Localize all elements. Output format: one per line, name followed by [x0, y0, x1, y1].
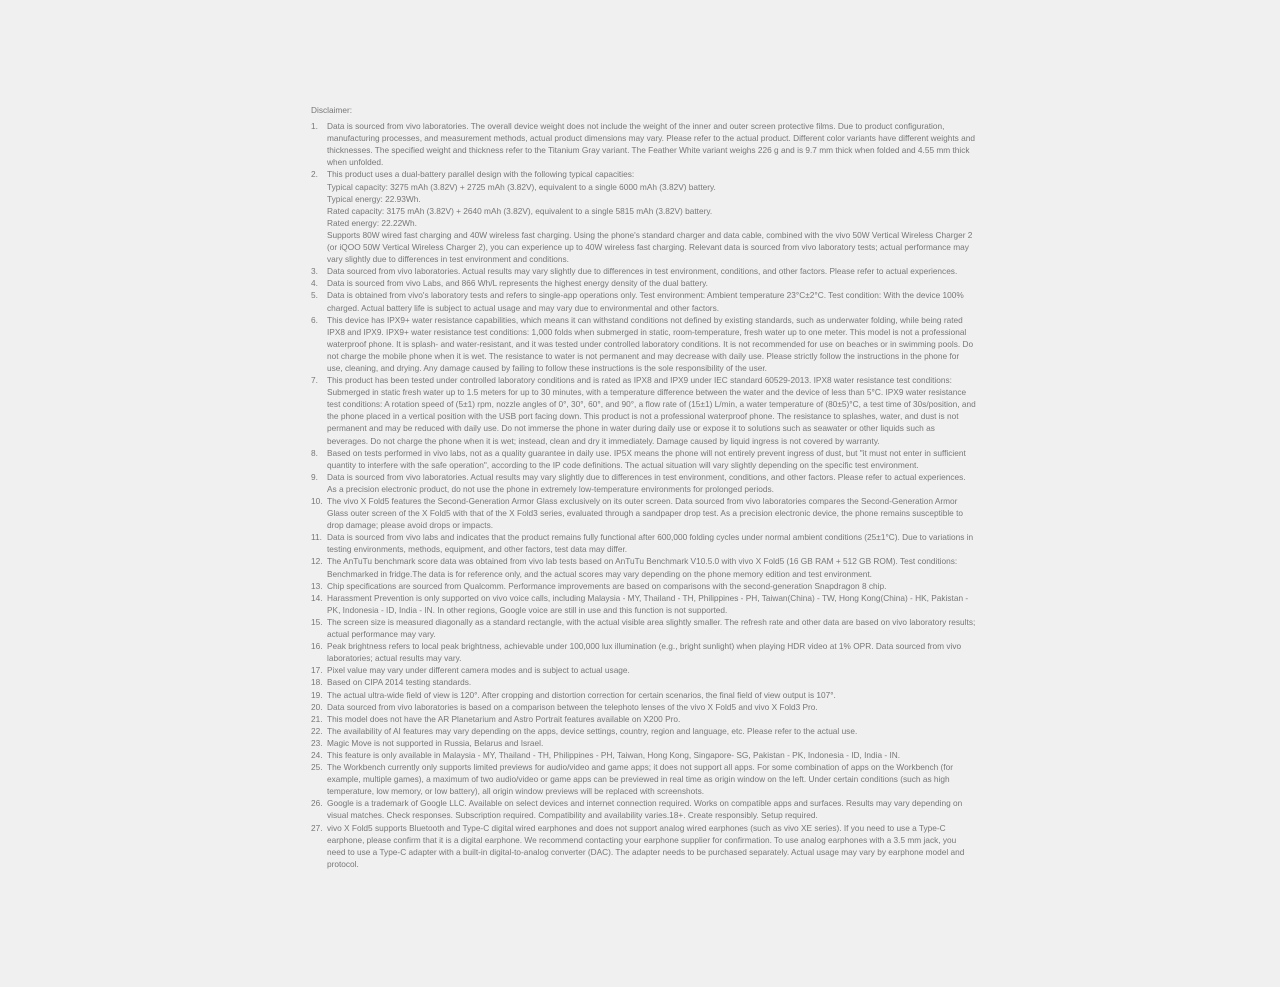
note-number: 16. [311, 641, 323, 652]
note-number: 6. [311, 314, 318, 325]
note-line: Data is obtained from vivo's laboratory tests and refers to single-app operations only. Test environment: Ambient temperature 23°C±2°C. Test condition: With the device 100% charged. Actual battery life is subject to actual usage and may vary due to environmental and other factors. [327, 290, 964, 313]
note-text [327, 640, 976, 664]
disclaimer-note [311, 471, 976, 495]
note-text [327, 676, 976, 688]
note-text [327, 822, 976, 870]
note-text [327, 289, 976, 313]
note-text [327, 664, 976, 676]
note-number: 15. [311, 616, 323, 627]
note-line: Supports 80W wired fast charging and 40W wireless fast charging. Using the phone's standard charger and data cable, combined with the vivo 50W Vertical Wireless Charger 2 (or iQOO 50W Vertical Wireless Charger 2), you can experience up to 40W wireless fast charging. Relevant data is sourced from vivo laboratory tests; actual performance may vary slightly due to differences in test environment and conditions. [327, 229, 973, 265]
note-number: 1. [311, 121, 318, 132]
note-number: 25. [311, 762, 323, 773]
note-number: 10. [311, 496, 323, 506]
note-line: The availability of AI features may vary depending on the apps, device settings, country, region and language, etc. Please refer to the actual use. [327, 725, 858, 736]
note-number: 3. [311, 266, 318, 277]
disclaimer-note [311, 531, 976, 555]
note-line: Rated capacity: 3175 mAh (3.82V) + 2640 mAh (3.82V), equivalent to a single 5815 mAh (3.82V) battery. [327, 205, 713, 216]
note-text [327, 797, 976, 821]
note-number: 21. [311, 713, 323, 724]
note-text [327, 616, 976, 640]
disclaimer-note [311, 701, 976, 713]
disclaimer-note [311, 277, 976, 289]
note-number: 24. [311, 749, 323, 760]
note-text [327, 701, 976, 713]
note-line: The vivo X Fold5 features the Second-Generation Armor Glass exclusively on its outer screen. Data sourced from vivo laboratories compares the Second-Generation Armor Glass outer screen of the X Fold5 with that of the X Fold3 series, evaluated through a sandpaper drop test. As a precision electronic device, the phone remains susceptible to drop damage; please avoid drops or impacts. [327, 496, 964, 531]
disclaimer-note [311, 120, 976, 168]
note-line: Data sourced from vivo laboratories. Actual results may vary slightly due to differences in test environment, conditions, and other factors. Please refer to actual experiences. [327, 266, 958, 277]
note-line: Data is sourced from vivo Labs, and 866 Wh/L represents the highest energy density of the dual battery. [327, 278, 708, 289]
disclaimer-note [311, 725, 976, 737]
note-number: 8. [311, 447, 318, 458]
note-line: This product uses a dual-battery parallel design with the following typical capacities: [327, 169, 635, 180]
note-line: This product has been tested under controlled laboratory conditions and is rated as IPX8 and IPX9 under IEC standard 60529-2013. IPX8 water resistance test conditions: Submerged in static fresh water up to 1.5 meters for up to 30 minutes, with a temperature difference between the water and the device of less than 5°C. IPX9 water resistance test conditions: A rotation speed of (5±1) rpm, nozzle angles of 0°, 30°, 60°, and 90°, a flow rate of (15±1) L/min, a water temperature of (80±5)°C, a test time of 30s/position, and the phone placed in a vertical position with the USB port facing down. This product is not a professional waterproof phone. The resistance to splashes, water, and dust is not permanent and may be reduced with daily use. Do not immerse the phone in water during daily use or expose it to solutions such as seawater or other liquids such as beverages. Do not charge the phone when it is wet; instead, clean and dry it immediately. Damage caused by liquid ingress is not covered by warranty. [327, 375, 976, 446]
note-text [327, 761, 976, 797]
note-line: Typical capacity: 3275 mAh (3.82V) + 2725 mAh (3.82V), equivalent to a single 6000 mAh (3.82V) battery. [327, 181, 716, 192]
note-text [327, 531, 976, 555]
note-line: Typical energy: 22.93Wh. [327, 193, 421, 204]
note-line: Google is a trademark of Google LLC. Available on select devices and internet connection required. Works on compatible apps and surfaces. Results may vary depending on visual matches. Check responses. Subscription required. Compatibility and availability varies.18+. Create responsibly. Setup required. [327, 798, 963, 821]
note-text [327, 120, 976, 168]
note-text [327, 725, 976, 737]
note-line: The screen size is measured diagonally as a standard rectangle, with the actual visible area slightly smaller. The refresh rate and other data are based on vivo laboratory results; actual performance may vary. [327, 616, 976, 640]
note-number: 19. [311, 689, 323, 700]
note-number: 17. [311, 665, 323, 676]
disclaimer-note [311, 592, 976, 616]
note-number: 5. [311, 290, 318, 301]
disclaimer-note [311, 168, 976, 265]
note-text [327, 168, 976, 265]
disclaimer-note [311, 447, 976, 471]
note-text [327, 277, 976, 289]
note-text [327, 447, 976, 471]
note-number: 14. [311, 592, 323, 603]
note-line: This feature is only available in Malaysia - MY, Thailand - TH, Philippines - PH, Taiwan, Hong Kong, Singapore- SG, Pakistan - PK, Indonesia - ID, India - IN. [327, 749, 901, 760]
note-number: 7. [311, 375, 318, 386]
note-number: 12. [311, 556, 323, 567]
note-text [327, 495, 976, 531]
disclaimer-note [311, 737, 976, 749]
disclaimer-note [311, 689, 976, 701]
note-line: Rated energy: 22.22Wh. [327, 217, 417, 228]
note-text [327, 592, 976, 616]
disclaimer-note [311, 289, 976, 313]
note-number: 23. [311, 737, 323, 748]
note-number: 20. [311, 701, 323, 712]
note-number: 22. [311, 725, 323, 736]
note-line: Based on CIPA 2014 testing standards. [327, 677, 472, 688]
disclaimer-title: Disclaimer: [311, 105, 353, 115]
disclaimer-note [311, 495, 976, 531]
note-text [327, 555, 976, 579]
disclaimer-note [311, 265, 976, 277]
note-number: 18. [311, 677, 323, 688]
note-number: 27. [311, 822, 323, 833]
note-line: The actual ultra-wide field of view is 120°. After cropping and distortion correction for certain scenarios, the final field of view output is 107°. [327, 689, 836, 700]
note-line: Peak brightness refers to local peak brightness, achievable under 100,000 lux illumination (e.g., bright sunlight) when playing HDR video at 1% OPR. Data sourced from vivo laboratories; actual results may vary. [327, 641, 962, 664]
note-line: Chip specifications are sourced from Qualcomm. Performance improvements are based on comparisons with the second-generation Snapdragon 8 chip. [327, 580, 887, 591]
note-number: 11. [311, 532, 322, 543]
disclaimer-notes [311, 120, 976, 870]
note-text [327, 471, 976, 495]
disclaimer-note [311, 676, 976, 688]
note-text [327, 689, 976, 701]
note-number: 2. [311, 169, 318, 180]
note-line: Data is sourced from vivo laboratories. The overall device weight does not include the weight of the inner and outer screen protective films. Due to product configuration, manufacturing processes, and measurement methods, actual product dimensions may vary. Please refer to the actual product. Different color variants have different weights and thicknesses. The specified weight and thickness refer to the Titanium Gray variant. The Feather White variant weighs 226 g and is 9.7 mm thick when folded and 4.55 mm thick when unfolded. [327, 121, 975, 168]
note-number: 9. [311, 471, 318, 482]
disclaimer-note [311, 555, 976, 579]
disclaimer-note [311, 749, 976, 761]
note-text [327, 749, 976, 761]
note-line: Harassment Prevention is only supported on vivo voice calls, including Malaysia - MY, Thailand - TH, Philippines - PH, Taiwan(China) - TW, Hong Kong(China) - HK, Pakistan - PK, Indonesia - ID, India - IN. In other regions, Google voice are still in use and this function is not supported. [327, 592, 969, 615]
note-line: This model does not have the AR Planetarium and Astro Portrait features available on X200 Pro. [327, 713, 681, 724]
note-text [327, 737, 976, 749]
note-line: The Workbench currently only supports limited previews for audio/video and game apps; it does not support all apps. For some combination of apps on the Workbench (for example, multiple games), a maximum of two audio/video or game apps can be previewed in real time as origin window on the left. Under certain conditions (such as high temperature, low memory, or low battery), all origin window previews will be replaced with screenshots. [327, 762, 953, 797]
note-text [327, 374, 976, 447]
disclaimer-note [311, 761, 976, 797]
note-line: Pixel value may vary under different camera modes and is subject to actual usage. [327, 665, 630, 676]
note-line: Data sourced from vivo laboratories is based on a comparison between the telephoto lenses of the vivo X Fold5 and vivo X Fold3 Pro. [327, 701, 818, 712]
note-line: This device has IPX9+ water resistance capabilities, which means it can withstand conditions not defined by existing standards, such as underwater folding, while being rated IPX8 and IPX9. IPX9+ water resistance test conditions: 1,000 folds when submerged in static, room-temperature, fresh water up to one meter. This model is not a professional waterproof phone. It is splash- and water-resistant, and it was tested under controlled laboratory conditions. It is not recommended for use on beaches or in swimming pools. Do not charge the mobile phone when it is wet. The resistance to water is not permanent and may decrease with daily use. Please strictly follow the instructions in the phone for use, cleaning, and drying. Any damage caused by failing to follow these instructions is the sole responsibility of the user. [327, 314, 974, 373]
note-line: vivo X Fold5 supports Bluetooth and Type-C digital wired earphones and does not support analog wired earphones (such as vivo XE series). If you need to use a Type-C earphone, please confirm that it is a digital earphone. We recommend contacting your earphone supplier for confirmation. To use analog earphones with a 3.5 mm jack, you need to use a Type-C adapter with a built-in digital-to-analog converter (DAC). The adapter needs to be purchased separately. Actual usage may vary by earphone model and protocol. [327, 822, 965, 869]
disclaimer-note [311, 374, 976, 447]
note-line: Magic Move is not supported in Russia, Belarus and Israel. [327, 737, 544, 748]
note-number: 4. [311, 278, 318, 289]
note-number: 26. [311, 798, 323, 809]
disclaimer-note [311, 664, 976, 676]
disclaimer-section [311, 104, 976, 870]
note-text [327, 265, 976, 277]
note-line: Based on tests performed in vivo labs, not as a quality guarantee in daily use. IP5X means the phone will not entirely prevent ingress of dust, but "it must not enter in sufficient quantity to interfere with the safe operation", according to the IP code definitions. The actual situation will vary slightly depending on the specific test environment. [327, 447, 966, 470]
note-line: Data is sourced from vivo laboratories. Actual results may vary slightly due to differences in test environment, conditions, and other factors. Please refer to actual experiences. As a precision electronic product, do not use the phone in extremely low-temperature environments for prolonged periods. [327, 471, 966, 494]
note-text [327, 580, 976, 592]
disclaimer-note [311, 797, 976, 821]
disclaimer-note [311, 713, 976, 725]
disclaimer-note [311, 314, 976, 374]
disclaimer-note [311, 822, 976, 870]
note-number: 13. [311, 580, 323, 591]
note-text [327, 713, 976, 725]
disclaimer-note [311, 640, 976, 664]
note-line: Data is sourced from vivo labs and indicates that the product remains fully functional after 600,000 folding cycles under normal ambient conditions (25±1°C). Due to variations in testing environments, methods, equipment, and other factors, test data may differ. [327, 532, 974, 555]
disclaimer-note [311, 580, 976, 592]
disclaimer-note [311, 616, 976, 640]
note-text [327, 314, 976, 374]
note-line: The AnTuTu benchmark score data was obtained from vivo lab tests based on AnTuTu Benchmark V10.5.0 with vivo X Fold5 (16 GB RAM + 512 GB ROM). Test conditions: Benchmarked in fridge.The data is for reference only, and the actual scores may vary depending on the phone memory edition and test environment. [327, 556, 958, 579]
